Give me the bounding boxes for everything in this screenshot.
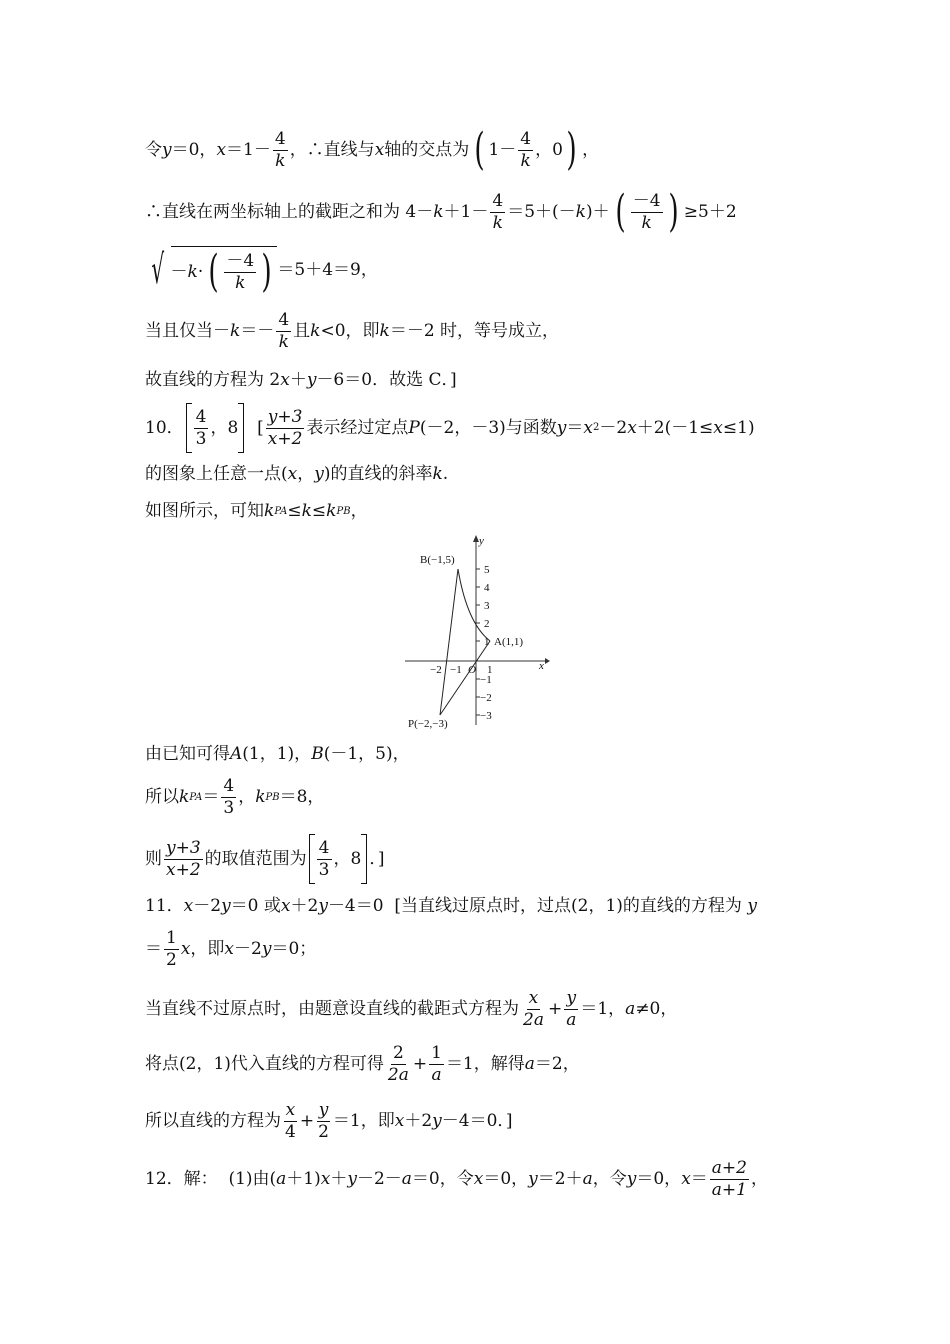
var: k [301,501,312,521]
paren-group [205,246,275,297]
text: －6＝0．故选 C．] [316,370,457,390]
right-paren: ) [566,124,577,175]
line-17 [145,1160,768,1199]
bracket-group [309,834,368,884]
subscript: PB [336,505,351,517]
fraction [518,128,533,171]
numerator: y+3 [166,837,201,858]
fraction [164,930,179,969]
var: y [626,1169,637,1189]
denominator: a+1 [711,1180,747,1200]
sqrt [145,246,277,297]
denominator: x+2 [267,428,303,449]
line-5 [145,372,457,389]
fraction [276,312,291,351]
numerator: y [566,988,577,1008]
numerator: 4 [492,190,504,211]
fraction [490,190,505,233]
point-b-label: B(−1,5) [420,554,455,566]
left-paren: ( [615,186,626,237]
numerator: 4 [520,128,532,149]
denominator: 3 [195,428,207,449]
text: ＝－2 时，等号成立， [389,321,560,341]
fraction [266,406,305,449]
var: A [230,744,243,764]
x-tick-label: 1 [487,664,493,676]
var: x [280,896,291,916]
y-tick-label: 5 [484,564,490,576]
left-bracket [186,403,192,453]
text: 1－ [488,139,517,160]
text: 所以 [145,787,179,807]
text: ≤ [311,501,327,521]
var: x [583,417,593,438]
numerator: 4 [318,837,330,858]
denominator: k [520,150,531,171]
y-axis-label: y [479,535,484,547]
line-6 [145,403,755,453]
numerator: －4 [226,250,255,271]
var: a [524,1054,535,1074]
text: ＝0， [171,139,217,160]
text: ＝1，解得 [445,1054,525,1074]
fraction [224,250,256,293]
text: ，∴直线与 [289,139,375,160]
var: y [162,139,172,160]
var: k [255,787,266,807]
var: y [347,1169,357,1189]
var: y [318,896,328,916]
denominator: 3 [318,859,330,880]
line-2 [145,186,737,237]
var: x [180,939,191,959]
var: x [473,1169,484,1189]
point-p-label: P(−2,−3) [408,718,448,730]
text: ＋2 [404,1111,433,1131]
denominator: k [641,212,652,233]
text: －2 [234,939,262,959]
fraction [221,778,236,817]
x-axis-label: x [539,660,544,672]
text: ，0 [535,139,563,160]
text: －2－ [356,1169,402,1189]
text: 10． [145,417,184,438]
var: x [280,370,290,390]
text: ＝0； [271,939,317,959]
text: 当直线不过原点时，由题意设直线的截距式方程为 [145,999,519,1019]
bracket-group [186,403,245,453]
y-tick-label: −1 [480,674,492,686]
left-paren: ( [474,124,486,175]
text: ∴直线在两坐标轴上的截距之和为 4－ [145,201,434,222]
var: x [216,139,227,160]
text: ＝5＋4＝9， [277,259,378,280]
var: a [276,1169,287,1189]
text: －4＝0．] [441,1111,513,1131]
line-10 [145,778,324,817]
var: P [408,417,420,438]
x-tick-label: −1 [450,664,462,676]
text: (1，1)， [242,744,312,764]
text: ＋1－ [443,201,489,222]
text: ＝8， [279,787,325,807]
right-bracket [238,403,244,453]
text: ， [238,787,256,807]
text: 所以直线的方程为 [145,1111,281,1131]
var: k [310,321,321,341]
right-paren: ) [261,246,272,297]
text: ．] [369,848,385,869]
text: ≤ [287,501,302,521]
fraction [521,990,546,1029]
var: k [432,464,443,484]
text: ＋ [289,370,307,390]
text: 则 [145,848,162,869]
line-3 [145,246,378,297]
numerator: a+2 [711,1158,747,1178]
var: x [183,896,194,916]
denominator: 3 [223,798,235,818]
text: ＝1－ [226,139,271,160]
numerator: 1 [166,928,177,948]
line-13 [145,930,316,969]
numerator: 4 [195,406,207,427]
var: x [394,1111,405,1131]
line-14 [145,990,677,1029]
text: ＝5＋(－ [507,201,576,222]
text: ＝2＋ [537,1169,583,1189]
denominator: 2 [318,1122,329,1142]
fraction [273,128,288,171]
denominator: k [235,272,246,293]
left-bracket [309,834,315,884]
text: 12．解： (1)由( [145,1169,277,1189]
text: －2 [599,417,628,438]
fraction [283,1102,298,1141]
var: k [264,501,275,521]
text: ＝ [690,1169,708,1189]
var: k [230,321,241,341]
subscript: PA [274,505,288,517]
numerator: 4 [274,128,286,149]
text: ＝1， [580,999,626,1019]
var: a [625,999,636,1019]
var: y [556,417,567,438]
numerator: 4 [223,776,235,796]
text: (－2，－3)与函数 [419,417,557,438]
radicand [170,246,278,297]
var: k [326,501,337,521]
text: ＋1) [286,1169,321,1189]
text: 将点(2，1)代入直线的方程可得 [145,1054,384,1074]
exponent: 2 [592,422,600,433]
numerator: 2 [392,1043,404,1063]
text: 当且仅当－ [145,321,230,341]
fraction [194,406,209,449]
text: ＝2， [534,1054,580,1074]
text: 由已知可得 [145,744,230,764]
text: － [170,261,188,282]
fraction [317,837,332,880]
var: k [433,201,444,222]
var: k [187,261,198,282]
y-tick-label: 2 [484,618,490,630]
var: y [432,1111,442,1131]
point-a-label: A(1,1) [494,636,524,648]
text: ，8 [333,848,362,869]
text: ，8 [210,417,239,438]
var: x [287,464,298,484]
var: y [528,1169,538,1189]
left-paren: ( [208,246,219,297]
text: <0，即 [320,321,380,341]
var: k [179,787,190,807]
text: )＋ [585,201,610,222]
text: ， [750,1169,768,1189]
text: · [197,261,204,282]
text: ≠0， [635,999,678,1019]
text: ＝0， [636,1169,682,1189]
line-12 [145,898,757,915]
var: x [713,417,723,438]
fraction [710,1160,749,1199]
text: ≥5＋2 [683,201,737,222]
text: ， [582,139,600,160]
numerator: 1 [431,1043,442,1063]
y-tick-label: 3 [484,600,490,612]
numerator: x [285,1100,296,1120]
var: y [221,896,231,916]
line-11 [145,834,384,884]
text: ＝1，即 [332,1111,395,1131]
var: y [314,464,324,484]
text: 11． [145,896,184,916]
fraction [316,1102,331,1141]
text: ＝0，令 [411,1169,474,1189]
var: x [320,1169,331,1189]
var: k [379,321,390,341]
numerator: －4 [632,190,661,211]
var: a [401,1169,412,1189]
line-4 [145,312,559,351]
radical-icon: √ [151,247,165,293]
right-bracket [361,834,367,884]
text: ，令 [592,1169,627,1189]
text: 且 [293,321,311,341]
text: )的直线的斜率 [323,464,433,484]
denominator: a [431,1065,442,1085]
graph-figure [400,535,550,730]
fraction [429,1045,444,1084]
text: ≤1) [722,417,755,438]
text: －2 [193,896,222,916]
origin-label: O [468,664,476,676]
text: ＝ [145,939,162,959]
fraction [386,1045,411,1084]
text: 的取值范围为 [204,848,307,869]
y-tick-label: 1 [484,636,490,648]
text: 故直线的方程为 2 [145,370,281,390]
text: 令 [145,139,162,160]
var: B [311,744,324,764]
text: + [412,1054,428,1074]
var: x [627,417,637,438]
paren-group [471,124,580,175]
var: y [306,370,317,390]
var: y [747,896,757,916]
numerator: x [528,988,539,1008]
text: ＝ [202,787,220,807]
text: －4＝0 [当直线过原点时，过点(2，1)的直线的方程为 [327,896,748,916]
text: ＝0 或 [230,896,281,916]
x-tick-label: −2 [430,664,442,676]
text: + [299,1111,315,1131]
right-paren: ) [668,186,679,237]
denominator: x+2 [166,859,201,880]
line-15 [145,1045,580,1084]
text: 的图象上任意一点( [145,464,288,484]
denominator: 2a [523,1010,544,1030]
denominator: 2a [387,1065,409,1085]
fraction [631,190,663,233]
fraction [164,837,203,880]
denominator: k [492,212,503,233]
text: [ [246,417,264,438]
var: k [575,201,586,222]
var: a [582,1169,593,1189]
line-8 [145,503,368,520]
text: ＝0， [483,1169,529,1189]
text: (－1，5)， [323,744,410,764]
text: . [442,464,449,484]
y-tick-label: −3 [480,710,492,722]
line-16 [145,1102,513,1141]
text: 轴的交点为 [384,139,470,160]
text: ＝ [566,417,584,438]
subscript: PB [265,791,280,803]
text: ＋2(－1≤ [636,417,714,438]
numerator: y [318,1100,329,1120]
y-tick-label: −2 [480,692,492,704]
denominator: 4 [285,1122,296,1142]
var: x [681,1169,691,1189]
subscript: PA [189,791,203,803]
text: ， [350,501,368,521]
text: ， [297,464,315,484]
text: ＋ [330,1169,348,1189]
text: ，即 [190,939,225,959]
y-ticks [476,564,492,722]
denominator: k [275,150,286,171]
var: x [374,139,385,160]
fraction [564,990,578,1029]
line-1 [145,124,600,175]
var: y [261,939,272,959]
text: 如图所示，可知 [145,501,264,521]
numerator: 4 [278,310,290,330]
text: + [547,999,563,1019]
denominator: a [566,1010,577,1030]
text: ＋2 [290,896,319,916]
line-7 [145,466,448,483]
numerator: y+3 [267,406,303,427]
text: 表示经过定点 [306,417,409,438]
y-tick-label: 4 [484,582,490,594]
paren-group [612,186,682,237]
line-9 [145,746,410,763]
var: x [224,939,235,959]
denominator: 2 [166,950,177,970]
text: ＝－ [240,321,275,341]
x-axis-arrow [545,658,550,664]
denominator: k [278,332,289,352]
